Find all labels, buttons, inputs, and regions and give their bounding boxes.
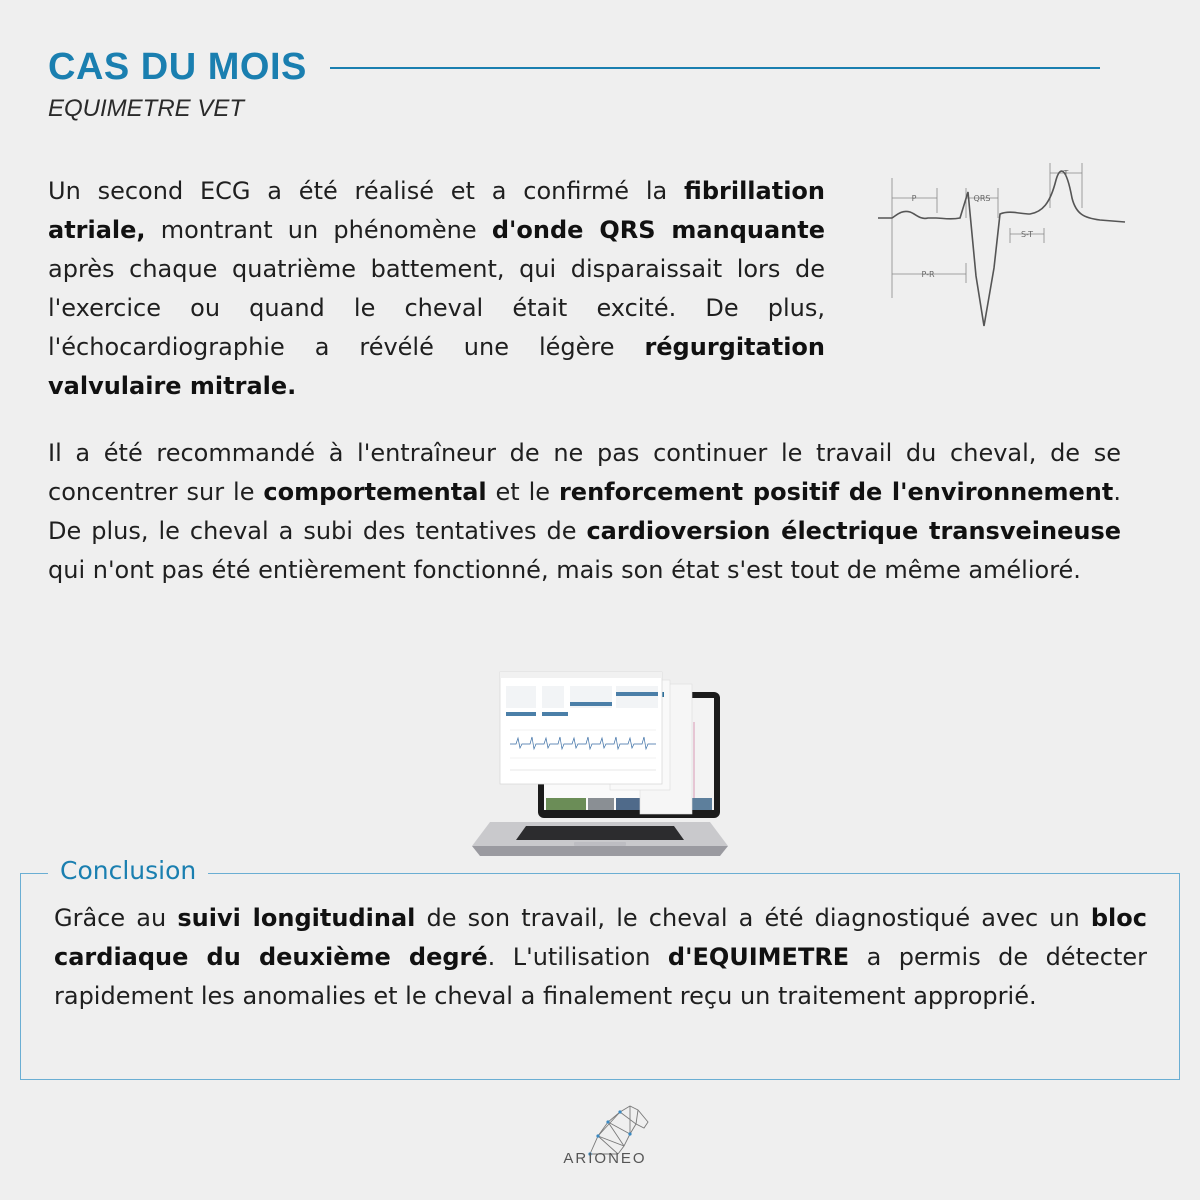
bold-text: suivi longitudinal: [177, 904, 416, 932]
ecg-label-p: P: [911, 194, 917, 203]
bold-text: fibrillation atriale,: [48, 177, 825, 244]
text-run: . L'utilisation: [487, 943, 668, 971]
page-title: CAS DU MOIS: [48, 46, 307, 88]
bold-text: d'EQUIMETRE: [667, 943, 850, 971]
ecg-label-t: T: [1063, 169, 1069, 178]
text-run: Un second ECG a été réalisé et a confirmé la: [48, 177, 685, 205]
text-run: et le: [486, 478, 559, 506]
text-run: qui n'ont pas été entièrement fonctionné, mais son état s'est tout de même amélioré.: [48, 556, 1081, 584]
text-run: après chaque quatrième battement, qui disparaissait lors de l'exercice ou quand le cheval était excité. De plus, l'échocardiographie a révélé une légère: [48, 255, 825, 361]
bold-text: d'onde QRS manquante: [491, 216, 825, 244]
paragraph-ecg-findings: [48, 172, 825, 406]
page-subtitle: EQUIMETRE VET: [48, 95, 245, 122]
text-run: a permis de détecter rapidement les anomalies et le cheval a finalement reçu un traitement approprié.: [54, 943, 1147, 1010]
text-run: de son travail, le cheval a été diagnostiqué avec un: [415, 904, 1091, 932]
bold-text: renforcement positif de l'environnement: [558, 478, 1114, 506]
bold-text: comportemental: [263, 478, 487, 506]
laptop-dashboard-illustration: [470, 662, 730, 860]
bold-text: cardioversion électrique transveineuse: [586, 517, 1121, 545]
paragraph-recommendations: [48, 434, 1121, 590]
text-run: montrant un phénomène: [145, 216, 492, 244]
ecg-label-pr: P-R: [921, 270, 935, 279]
text-run: Grâce au: [54, 904, 178, 932]
text-run: Il a été recommandé à l'entraîneur de ne pas continuer le travail du cheval, de se concentrer sur le: [48, 439, 1121, 506]
ecg-label-qrs: QRS: [973, 194, 991, 203]
text-run: . De plus, le cheval a subi des tentatives de: [48, 478, 1121, 545]
brand-name: ARIONEO: [563, 1150, 647, 1167]
ecg-waveform-diagram: [870, 158, 1128, 330]
bold-text: bloc cardiaque du deuxième degré: [54, 904, 1147, 971]
conclusion-text: [54, 899, 1147, 1016]
ecg-label-st: S-T: [1020, 230, 1034, 239]
conclusion-heading: Conclusion: [48, 856, 208, 885]
bold-text: régurgitation valvulaire mitrale.: [48, 333, 825, 400]
title-divider: [330, 67, 1100, 69]
